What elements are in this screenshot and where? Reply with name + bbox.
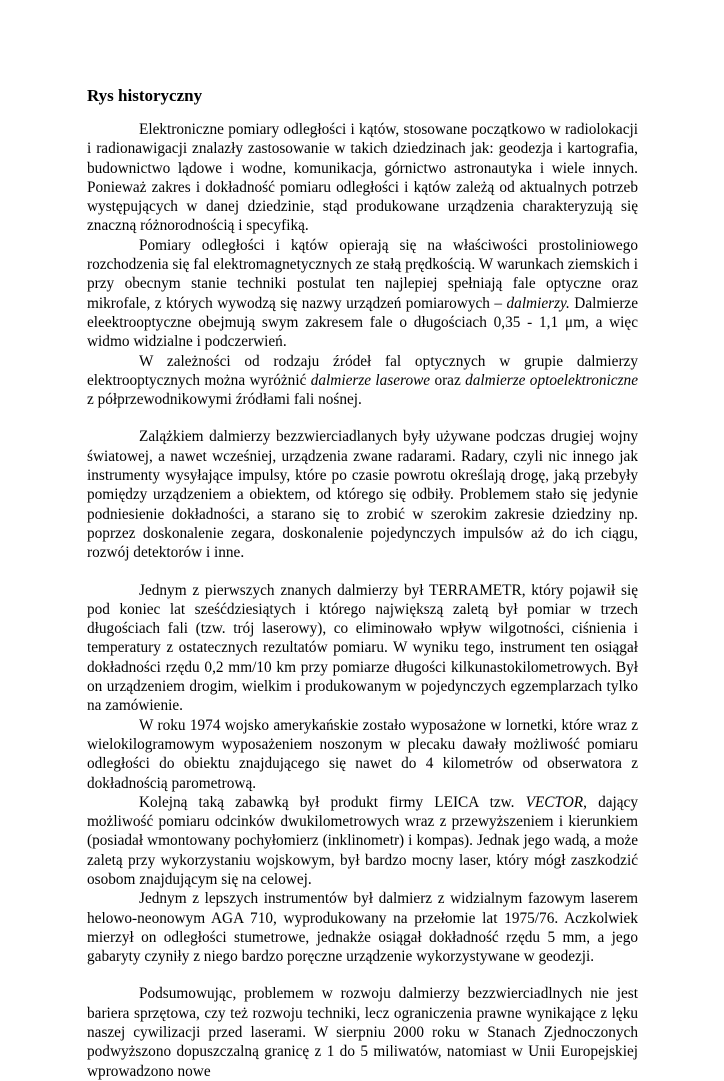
text-run: oraz — [430, 371, 466, 389]
text-run: Zalążkiem dalmierzy bezzwierciadlanych były używane podczas drugiej wojny światowej, a nawet wcześniej, urządzenia zwane radarami. Radary, czyli nic innego jak instrumenty wysyłające impulsy, które po czasie powrotu określają drogę, jaką przebyły pomiędzy urządzeniem a obiektem, od którego się odbiły. Problemem stało się jedynie podniesienie dokładności, a starano się to zrobić w szerokim zakresie dziedziny np. poprzez doskonalenie zegara, doskonalenie pojedynczych impulsów aż do ich ciągu, rozwój detektorów i inne. — [87, 428, 638, 562]
page-title: Rys historyczny — [87, 86, 203, 105]
text-run: , dający możliwość pomiaru odcinków dwukilometrowych wraz z przewyższeniem i kierunkiem (posiadał wmontowany pochyłomierz (inklinometr) i kompas). Jednak jego wadą, a może zaletą przy wykorzystaniu wojskowym, był bardzo mocny laser, który mógł zaszkodzić osobom znajdującym się na celowej. — [87, 793, 638, 888]
paragraph — [87, 716, 638, 793]
paragraph — [87, 120, 638, 236]
paragraph — [87, 427, 638, 562]
paragraph — [87, 236, 638, 352]
text-run: Jednym z lepszych instrumentów był dalmierz z widzialnym fazowym laserem helowo-neonowym AGA 710, wyprodukowany na przełomie lat 1975/76. Aczkolwiek mierzył on odległości stumetrowe, jednakże osiągał dokładność rzędu 5 mm, a jego gabaryty czyniły z niego bardzo poręczne urządzenie wykorzystywane w geodezji. — [87, 890, 638, 966]
paragraph — [87, 984, 638, 1080]
italic-term: VECTOR — [525, 793, 584, 811]
text-run: Pomiary odległości i kątów opierają się na właściwości prostoliniowego rozchodzenia się fal elektromagnetycznych ze stałą prędkością. W warunkach ziemskich i przy obecnym stanie techniki postulat ten najlepiej spełniają fale optyczne oraz mikrofale, z których wywodzą się nazwy urządzeń pomiarowych – — [87, 236, 638, 312]
text-run: Jednym z pierwszych znanych dalmierzy był TERRAMETR, który pojawił się pod koniec lat sześćdziesiątych i którego największą zaletą był pomiar w trzech długościach fali (tzw. trój laserowy), co eliminowało wpływ wilgotności, ciśnienia i temperatury z ostatecznych rezultatów pomiaru. W wyniku tego, instrument ten osiągał dokładności rzędu 0,2 mm/10 km przy pomiarze długości kilkunastokilometrowych. Był on urządzeniem drogim, wielkim i produkowanym w pojedynczych egzemplarzach tylko na zamówienie. — [87, 581, 638, 715]
italic-term: dalmierze laserowe — [310, 371, 431, 389]
paragraph — [87, 889, 638, 966]
text-run: Kolejną taką zabawką był produkt firmy LEICA tzw. — [139, 793, 526, 811]
text-run: Dalmierze eleektrooptyczne obejmują swym zakresem fale o długościach 0,35 - 1,1 μm, a więc widmo widzialne i podczerwień. — [87, 294, 638, 351]
italic-term: dalmierze optoelektroniczne — [465, 371, 638, 389]
paragraph — [87, 581, 638, 716]
text-run: W roku 1974 wojsko amerykańskie zostało wyposażone w lornetki, które wraz z wielokilogramowym wyposażeniem noszonym w plecaku dawały możliwość pomiaru odległości do obiektu znajdującego się nawet do 4 kilometrów od obserwatora z dokładnością parometrową. — [87, 716, 638, 792]
text-run: W zależności od rodzaju źródeł fal optycznych w grupie dalmierzy elektrooptycznych można wyróżnić — [87, 352, 638, 389]
text-run: Podsumowując, problemem w rozwoju dalmierzy bezzwierciadlnych nie jest bariera sprzętowa, czy też rozwoju techniki, lecz ograniczenia prawne wynikające z lęku naszej cywilizacji przed laserami. W sierpniu 2000 roku w Stanach Zjednoczonych podwyższono dopuszczalną granicę z 1 do 5 miliwatów, natomiast w Unii Europejskiej wprowadzono nowe — [87, 985, 638, 1080]
italic-term: dalmierzy. — [506, 294, 570, 312]
body-text — [87, 120, 638, 1081]
text-run: z półprzewodnikowymi źródłami fali nośnej. — [87, 391, 362, 409]
paragraph — [87, 352, 638, 410]
text-run: Elektroniczne pomiary odległości i kątów, stosowane początkowo w radiolokacji i radionawigacji znalazły zastosowanie w takich dziedzinach jak: geodezja i kartografia, budownictwo lądowe i wodne, komunikacja, górnictwo astronautyka i wiele innych. Ponieważ zakres i dokładność pomiaru odległości i kątów zależą od aktualnych potrzeb występujących w danej dziedzinie, stąd produkowane urządzenia charakteryzują się znaczną różnorodnością i specyfiką. — [87, 121, 638, 235]
paragraph — [87, 793, 638, 889]
